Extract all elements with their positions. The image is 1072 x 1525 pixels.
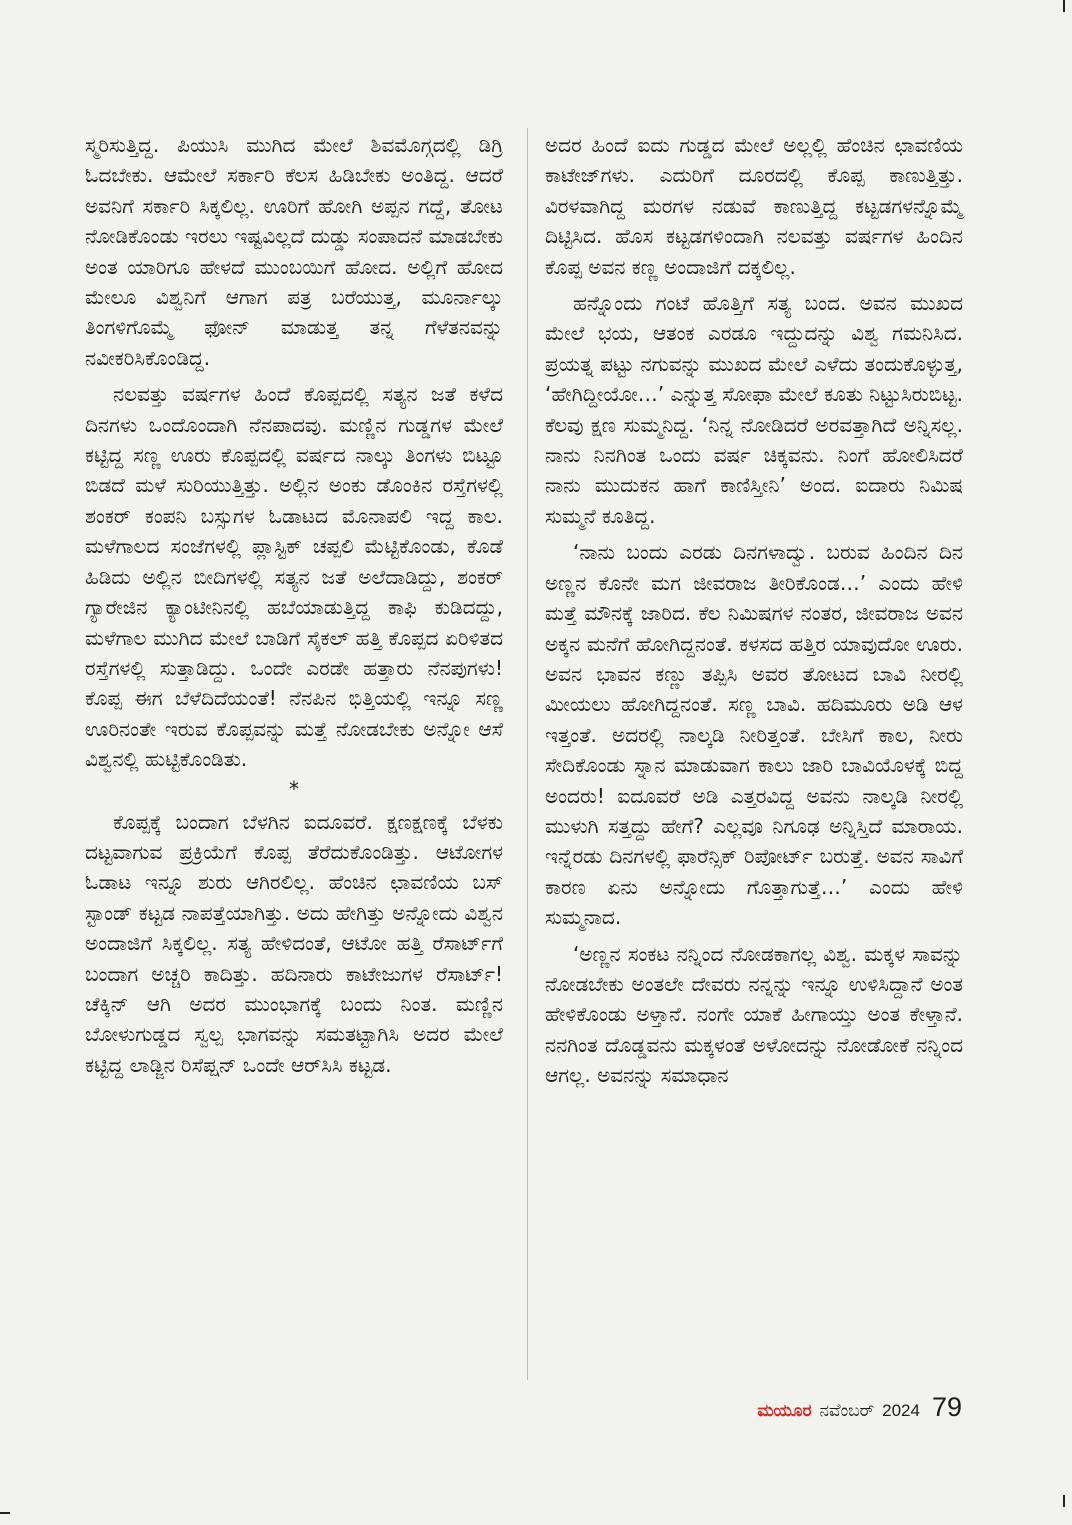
issue-month: ನವೆಂಬರ್ xyxy=(819,1401,875,1421)
crop-mark-bottom-right xyxy=(1063,1495,1065,1507)
right-paragraph-1: ಅದರ ಹಿಂದೆ ಐದು ಗುಡ್ಡದ ಮೇಲೆ ಅಲ್ಲಲ್ಲಿ ಹೆಂಚಿನ ಛಾವಣಿಯ ಕಾಟೇಜ್‌ಗಳು. ಎದುರಿಗೆ ದೂರದಲ್ಲಿ ಕೊಪ್ಪ ಕಾಣುತ್ತಿತ್ತು. ವಿರಳವಾಗಿದ್ದ ಮರಗಳ ನಡುವೆ ಕಾಣುತ್ತಿದ್ದ ಕಟ್ಟಡಗಳನ್ನೊಮ್ಮೆ ದಿಟ್ಟಿಸಿದ. ಹೊಸ ಕಟ್ಟಡಗಳಿಂದಾಗಿ ನಲವತ್ತು ವರ್ಷಗಳ ಹಿಂದಿನ ಕೊಪ್ಪ ಅವನ ಕಣ್ಣ ಅಂದಾಜಿಗೆ ದಕ್ಕಲಿಲ್ಲ. xyxy=(545,133,963,279)
right-paragraph-4: ‘ಅಣ್ಣನ ಸಂಕಟ ನನ್ನಿಂದ ನೋಡಕಾಗಲ್ಲ ವಿಶ್ವ. ಮಕ್ಕಳ ಸಾವನ್ನು ನೋಡಬೇಕು ಅಂತಲೇ ದೇವರು ನನ್ನನ್ನು ಇನ್ನೂ ಉಳಿಸಿದ್ದಾನೆ ಅಂತ ಹೇಳಿಕೊಂಡು ಅಳ್ತಾನೆ. ನಂಗೇ ಯಾಕೆ ಹೀಗಾಯ್ತು ಅಂತ ಕೇಳ್ತಾನೆ. ನನಗಿಂತ ದೊಡ್ಡವನು ಮಕ್ಕಳಂತೆ ಅಳೋದನ್ನು ನೋಡೋಕೆ ನನ್ನಿಂದ ಆಗಲ್ಲ. ಅವನನ್ನು ಸಮಾಧಾನ xyxy=(545,941,963,1088)
issue-year: 2024 xyxy=(882,1401,920,1420)
left-column xyxy=(85,130,503,1080)
page-footer xyxy=(757,1392,962,1423)
magazine-brand: ಮಯೂರ xyxy=(757,1401,812,1421)
column-divider xyxy=(527,128,528,1380)
left-paragraph-3: ಕೊಪ್ಪಕ್ಕೆ ಬಂದಾಗ ಬೆಳಗಿನ ಐದೂವರೆ. ಕ್ಷಣಕ್ಷಣಕ್ಕೆ ಬೆಳಕು ದಟ್ಟವಾಗುವ ಪ್ರಕ್ರಿಯೆಗೆ ಕೊಪ್ಪ ತೆರೆದುಕೊಂಡಿತ್ತು. ಆಟೋಗಳ ಓಡಾಟ ಇನ್ನೂ ಶುರು ಆಗಿರಲಿಲ್ಲ. ಹೆಂಚಿನ ಛಾವಣಿಯ ಬಸ್ ಸ್ಟಾಂಡ್ ಕಟ್ಟಡ ನಾಪತ್ತೆಯಾಗಿತ್ತು. ಅದು ಹೇಗಿತ್ತು ಅನ್ನೋದು ವಿಶ್ವನ ಅಂದಾಜಿಗೆ ಸಿಕ್ಕಲಿಲ್ಲ. ಸತ್ಯ ಹೇಳಿದಂತೆ, ಆಟೋ ಹತ್ತಿ ರೆಸಾರ್ಟ್‌ಗೆ ಬಂದಾಗ ಅಚ್ಚರಿ ಕಾದಿತ್ತು. ಹದಿನಾರು ಕಾಟೇಜುಗಳ ರೆಸಾರ್ಟ್! ಚೆಕ್ಕಿನ್ ಆಗಿ ಅದರ ಮುಂಭಾಗಕ್ಕೆ ಬಂದು ನಿಂತ. ಮಣ್ಣಿನ ಬೋಳುಗುಡ್ಡದ ಸ್ವಲ್ಪ ಭಾಗವನ್ನು ಸಮತಟ್ಟಾಗಿಸಿ ಅದರ ಮೇಲೆ ಕಟ್ಟಿದ್ದ ಲಾಡ್ಜಿನ ರಿಸೆಪ್ಷನ್ ಒಂದೇ ಆರ್‌ಸಿಸಿ ಕಟ್ಟಡ. xyxy=(85,809,503,1077)
section-separator: * xyxy=(289,776,299,801)
right-paragraph-2: ಹನ್ನೊಂದು ಗಂಟೆ ಹೊತ್ತಿಗೆ ಸತ್ಯ ಬಂದ. ಅವನ ಮುಖದ ಮೇಲೆ ಭಯ, ಆತಂಕ ಎರಡೂ ಇದ್ದುದನ್ನು ವಿಶ್ವ ಗಮನಿಸಿದ. ಪ್ರಯತ್ನ ಪಟ್ಟು ನಗುವನ್ನು ಮುಖದ ಮೇಲೆ ಎಳೆದು ತಂದುಕೊಳ್ಳುತ್ತ, ‘ಹೇಗಿದ್ದೀಯೋ…’ ಎನ್ನುತ್ತ ಸೋಫಾ ಮೇಲೆ ಕೂತು ನಿಟ್ಟುಸಿರುಬಿಟ್ಟ. ಕೆಲವು ಕ್ಷಣ ಸುಮ್ಮನಿದ್ದ. ‘ನಿನ್ನ ನೋಡಿದರೆ ಅರವತ್ತಾಗಿದೆ ಅನ್ನಿಸಲ್ಲ. ನಾನು ನಿನಗಿಂತ ಒಂದು ವರ್ಷ ಚಿಕ್ಕವನು. ನಿಂಗೆ ಹೋಲಿಸಿದರೆ ನಾನು ಮುದುಕನ ಹಾಗೆ ಕಾಣಿಸ್ತೀನಿ’ ಅಂದ. ಐದಾರು ನಿಮಿಷ ಸುಮ್ಮನೆ ಕೂತಿದ್ದ. xyxy=(545,291,963,528)
crop-mark-bottom-left xyxy=(0,1512,10,1514)
right-paragraph-3: ‘ನಾನು ಬಂದು ಎರಡು ದಿನಗಳಾದ್ವು. ಬರುವ ಹಿಂದಿನ ದಿನ ಅಣ್ಣನ ಕೊನೇ ಮಗ ಜೀವರಾಜ ತೀರಿಕೊಂಡ…’ ಎಂದು ಹೇಳಿ ಮತ್ತೆ ಮೌನಕ್ಕೆ ಜಾರಿದ. ಕೆಲ ನಿಮಿಷಗಳ ನಂತರ, ಜೀವರಾಜ ಅವನ ಅಕ್ಕನ ಮನೆಗೆ ಹೋಗಿದ್ದನಂತೆ. ಕಳಸದ ಹತ್ತಿರ ಯಾವುದೋ ಊರು. ಅವನ ಭಾವನ ಕಣ್ಣು ತಪ್ಪಿಸಿ ಅವರ ತೋಟದ ಬಾವಿ ನೀರಲ್ಲಿ ಮೀಯಲು ಹೋಗಿದ್ದನಂತೆ. ಸಣ್ಣ ಬಾವಿ. ಹದಿಮೂರು ಅಡಿ ಆಳ ಇತ್ತಂತೆ. ಅದರಲ್ಲಿ ನಾಲ್ಕಡಿ ನೀರಿತ್ತಂತೆ. ಬೇಸಿಗೆ ಕಾಲ, ನೀರು ಸೇದಿಕೊಂಡು ಸ್ನಾನ ಮಾಡುವಾಗ ಕಾಲು ಜಾರಿ ಬಾವಿಯೊಳಕ್ಕೆ ಬಿದ್ದ ಅಂದರು! ಐದೂವರೆ ಅಡಿ ಎತ್ತರವಿದ್ದ ಅವನು ನಾಲ್ಕಡಿ ನೀರಲ್ಲಿ ಮುಳುಗಿ ಸತ್ತದ್ದು ಹೇಗೆ? ಎಲ್ಲವೂ ನಿಗೂಢ ಅನ್ನಿಸ್ತಿದೆ ಮಾರಾಯ. ಇನ್ನೆರಡು ದಿನಗಳಲ್ಲಿ ಫಾರೆನ್ಸಿಕ್ ರಿಪೋರ್ಟ್ ಬರುತ್ತೆ. ಅವನ ಸಾವಿಗೆ ಕಾರಣ ಏನು ಅನ್ನೋದು ಗೊತ್ತಾಗುತ್ತೆ…’ ಎಂದು ಹೇಳಿ ಸುಮ್ಮನಾದ. xyxy=(545,540,963,930)
left-paragraph-2: ನಲವತ್ತು ವರ್ಷಗಳ ಹಿಂದೆ ಕೊಪ್ಪದಲ್ಲಿ ಸತ್ಯನ ಜತೆ ಕಳೆದ ದಿನಗಳು ಒಂದೊಂದಾಗಿ ನೆನಪಾದವು. ಮಣ್ಣಿನ ಗುಡ್ಡಗಳ ಮೇಲೆ ಕಟ್ಟಿದ್ದ ಸಣ್ಣ ಊರು ಕೊಪ್ಪದಲ್ಲಿ ವರ್ಷದ ನಾಲ್ಕು ತಿಂಗಳು ಬಿಟ್ಟೂ ಬಿಡದೆ ಮಳೆ ಸುರಿಯುತ್ತಿತ್ತು. ಅಲ್ಲಿನ ಅಂಕು ಡೊಂಕಿನ ರಸ್ತೆಗಳಲ್ಲಿ ಶಂಕರ್ ಕಂಪನಿ ಬಸ್ಸುಗಳ ಓಡಾಟದ ಮೊನಾಪಲಿ ಇದ್ದ ಕಾಲ. ಮಳೆಗಾಲದ ಸಂಜೆಗಳಲ್ಲಿ ಪ್ಲಾಸ್ಟಿಕ್ ಚಪ್ಪಲಿ ಮೆಟ್ಟಿಕೊಂಡು, ಕೊಡೆ ಹಿಡಿದು ಅಲ್ಲಿನ ಬೀದಿಗಳಲ್ಲಿ ಸತ್ಯನ ಜತೆ ಅಲೆದಾಡಿದ್ದು, ಶಂಕರ್ ಗ್ಯಾರೇಜಿನ ಕ್ಯಾಂಟೀನಿನಲ್ಲಿ ಹಬೆಯಾಡುತ್ತಿದ್ದ ಕಾಫಿ ಕುಡಿದದ್ದು, ಮಳೆಗಾಲ ಮುಗಿದ ಮೇಲೆ ಬಾಡಿಗೆ ಸೈಕಲ್ ಹತ್ತಿ ಕೊಪ್ಪದ ಏರಿಳಿತದ ರಸ್ತೆಗಳಲ್ಲಿ ಸುತ್ತಾಡಿದ್ದು. ಒಂದೇ ಎರಡೇ ಹತ್ತಾರು ನೆನಪುಗಳು! ಕೊಪ್ಪ ಈಗ ಬೆಳೆದಿದೆಯಂತೆ! ನೆನಪಿನ ಭಿತ್ತಿಯಲ್ಲಿ ಇನ್ನೂ ಸಣ್ಣ ಊರಿನಂತೇ ಇರುವ ಕೊಪ್ಪವನ್ನು ಮತ್ತೆ ನೋಡಬೇಕು ಅನ್ನೋ ಆಸೆ ವಿಶ್ವನಲ್ಲಿ ಹುಟ್ಟಿಕೊಂಡಿತು. xyxy=(85,382,503,772)
right-column xyxy=(545,130,963,1091)
left-paragraph-1: ಸ್ಮರಿಸುತ್ತಿದ್ದ. ಪಿಯುಸಿ ಮುಗಿದ ಮೇಲೆ ಶಿವಮೊಗ್ಗದಲ್ಲಿ ಡಿಗ್ರಿ ಓದಬೇಕು. ಆಮೇಲೆ ಸರ್ಕಾರಿ ಕೆಲಸ ಹಿಡಿಬೇಕು ಅಂತಿದ್ದ. ಆದರೆ ಅವನಿಗೆ ಸರ್ಕಾರಿ ಸಿಕ್ಕಲಿಲ್ಲ. ಊರಿಗೆ ಹೋಗಿ ಅಪ್ಪನ ಗದ್ದೆ, ತೋಟ ನೋಡಿಕೊಂಡು ಇರಲು ಇಷ್ಟವಿಲ್ಲದೆ ದುಡ್ಡು ಸಂಪಾದನೆ ಮಾಡಬೇಕು ಅಂತ ಯಾರಿಗೂ ಹೇಳದೆ ಮುಂಬಯಿಗೆ ಹೋದ. ಅಲ್ಲಿಗೆ ಹೋದ ಮೇಲೂ ವಿಶ್ವನಿಗೆ ಆಗಾಗ ಪತ್ರ ಬರೆಯುತ್ತ, ಮೂರ್ನಾಲ್ಕು ತಿಂಗಳಿಗೊಮ್ಮೆ ಫೋನ್ ಮಾಡುತ್ತ ತನ್ನ ಗೆಳೆತನವನ್ನು ನವೀಕರಿಸಿಕೊಂಡಿದ್ದ. xyxy=(85,133,503,370)
page-number: 79 xyxy=(931,1392,962,1422)
crop-mark-top-right xyxy=(1063,0,1065,12)
